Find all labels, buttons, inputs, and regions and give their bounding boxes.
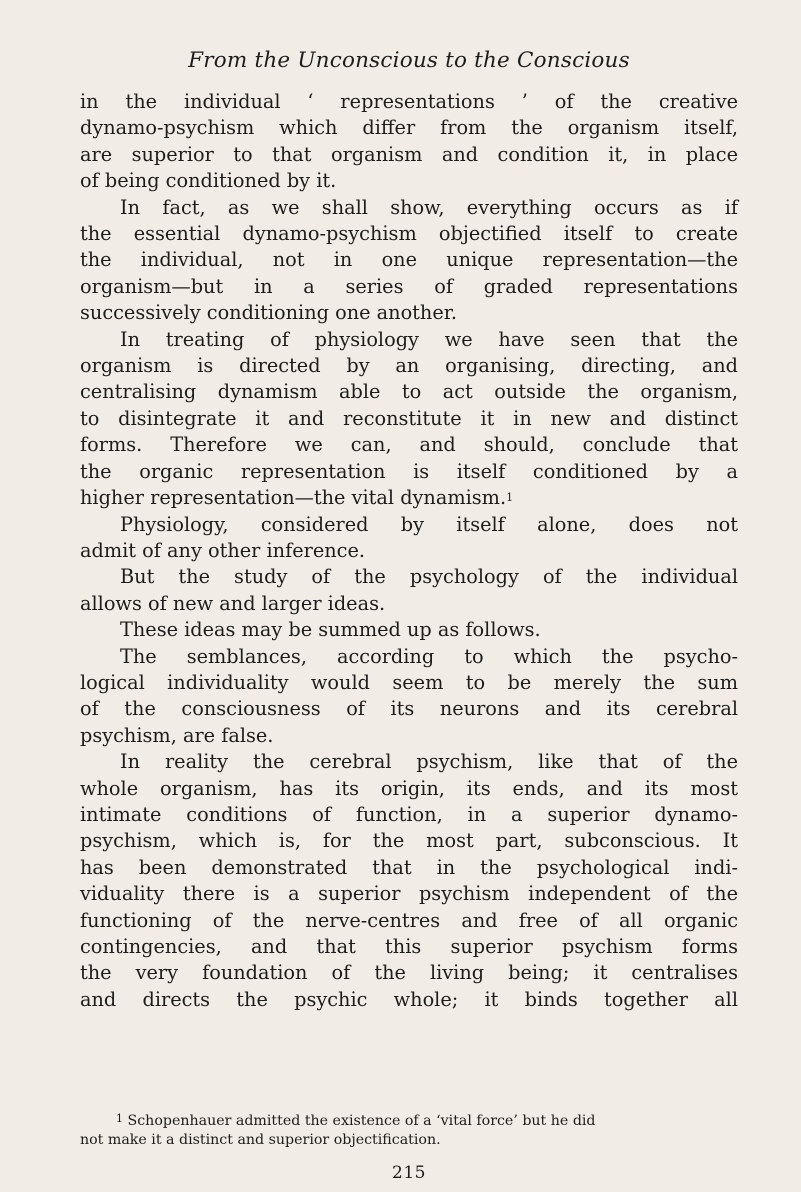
footnotes	[80, 1112, 738, 1150]
text-line	[80, 353, 738, 379]
text-line	[80, 802, 738, 828]
text-line	[80, 538, 738, 564]
text-line-content: the individual, not in one unique representation—the	[80, 248, 738, 272]
text-line	[80, 432, 738, 458]
text-line	[80, 564, 738, 590]
text-line	[80, 908, 738, 934]
text-line-content: psychism, are false.	[80, 723, 274, 747]
text-line	[80, 89, 738, 115]
text-line	[80, 828, 738, 854]
page-number: 215	[392, 1163, 426, 1183]
footnote-mark: 1	[116, 1112, 123, 1125]
text-line-content: allows of new and larger ideas.	[80, 591, 386, 615]
text-line	[80, 696, 738, 722]
text-line-content: In fact, as we shall show, everything occurs as if	[120, 195, 738, 219]
text-line	[80, 776, 738, 802]
text-line	[80, 168, 738, 194]
text-line	[80, 749, 738, 775]
text-line-content: admit of any other inference.	[80, 538, 366, 562]
text-line	[80, 485, 738, 511]
text-line-content: In reality the cerebral psychism, like that of the	[120, 750, 738, 774]
text-line	[80, 459, 738, 485]
body-text	[80, 89, 738, 1013]
text-line	[80, 221, 738, 247]
text-line-content: higher representation—the vital dynamism.	[80, 486, 507, 510]
text-line	[80, 644, 738, 670]
text-line-content: logical individuality would seem to be merely the sum	[80, 670, 738, 694]
text-line-content: organism is directed by an organising, directing, and	[80, 354, 738, 378]
text-line-content: are superior to that organism and condition it, in place	[80, 142, 738, 166]
text-line-content: whole organism, has its origin, its ends, and its most	[80, 776, 738, 800]
text-line	[80, 881, 738, 907]
book-page	[80, 0, 738, 1192]
text-line-content: has been demonstrated that in the psychological indi-	[80, 855, 738, 879]
text-line	[80, 960, 738, 986]
footnote-reference: 1	[506, 491, 514, 505]
text-line-content: But the study of the psychology of the individual	[120, 565, 738, 589]
text-line-content: of the consciousness of its neurons and its cerebral	[80, 697, 738, 721]
running-head: From the Unconscious to the Conscious	[188, 48, 630, 73]
text-line-content: the organic representation is itself conditioned by a	[80, 459, 738, 483]
text-line	[80, 934, 738, 960]
text-line-content: in the individual ‘ representations ’ of the creative	[80, 90, 738, 113]
footnote-text-1: Schopenhauer admitted the existence of a ‘vital force’ but he did	[127, 1113, 596, 1129]
text-line	[80, 274, 738, 300]
footnote-line-2: not make it a distinct and superior objectification.	[80, 1132, 441, 1148]
text-line	[80, 327, 738, 353]
text-line	[80, 406, 738, 432]
text-line-content: psychism, which is, for the most part, subconscious. It	[80, 829, 738, 853]
text-line	[80, 142, 738, 168]
text-line	[80, 512, 738, 538]
text-line-content: centralising dynamism able to act outside the organism,	[80, 380, 738, 404]
text-line-content: the very foundation of the living being; it centralises	[80, 961, 738, 985]
text-line-content: to disintegrate it and reconstitute it in new and distinct	[80, 406, 738, 430]
text-line-content: These ideas may be summed up as follows.	[120, 618, 541, 642]
text-line-content: intimate conditions of function, in a superior dynamo-	[80, 802, 738, 826]
text-line-content: and directs the psychic whole; it binds together all	[80, 987, 738, 1011]
text-line	[80, 855, 738, 881]
text-line	[80, 300, 738, 326]
text-line-content: the essential dynamo-psychism objectified itself to create	[80, 222, 738, 246]
text-line-content: contingencies, and that this superior psychism forms	[80, 935, 738, 958]
text-line-content: of being conditioned by it.	[80, 169, 337, 193]
text-line-content: forms. Therefore we can, and should, conclude that	[80, 433, 738, 457]
footnote-line-1	[80, 1112, 738, 1131]
text-line-content: In treating of physiology we have seen that the	[120, 327, 738, 351]
text-line	[80, 670, 738, 696]
text-line	[80, 247, 738, 273]
text-line	[80, 591, 738, 617]
text-line	[80, 617, 738, 643]
text-line-content: The semblances, according to which the psycho-	[120, 644, 738, 668]
text-line-content: functioning of the nerve-centres and free of all organic	[80, 908, 738, 932]
text-line-content: viduality there is a superior psychism independent of the	[80, 882, 738, 906]
text-line	[80, 195, 738, 221]
text-line	[80, 723, 738, 749]
text-line-content: organism—but in a series of graded representations	[80, 274, 738, 298]
text-line	[80, 987, 738, 1013]
text-line-content: Physiology, considered by itself alone, does not	[120, 512, 738, 536]
text-line	[80, 379, 738, 405]
text-line-content: successively conditioning one another.	[80, 301, 457, 325]
text-line	[80, 115, 738, 141]
text-line-content: dynamo-psychism which differ from the organism itself,	[80, 116, 738, 140]
